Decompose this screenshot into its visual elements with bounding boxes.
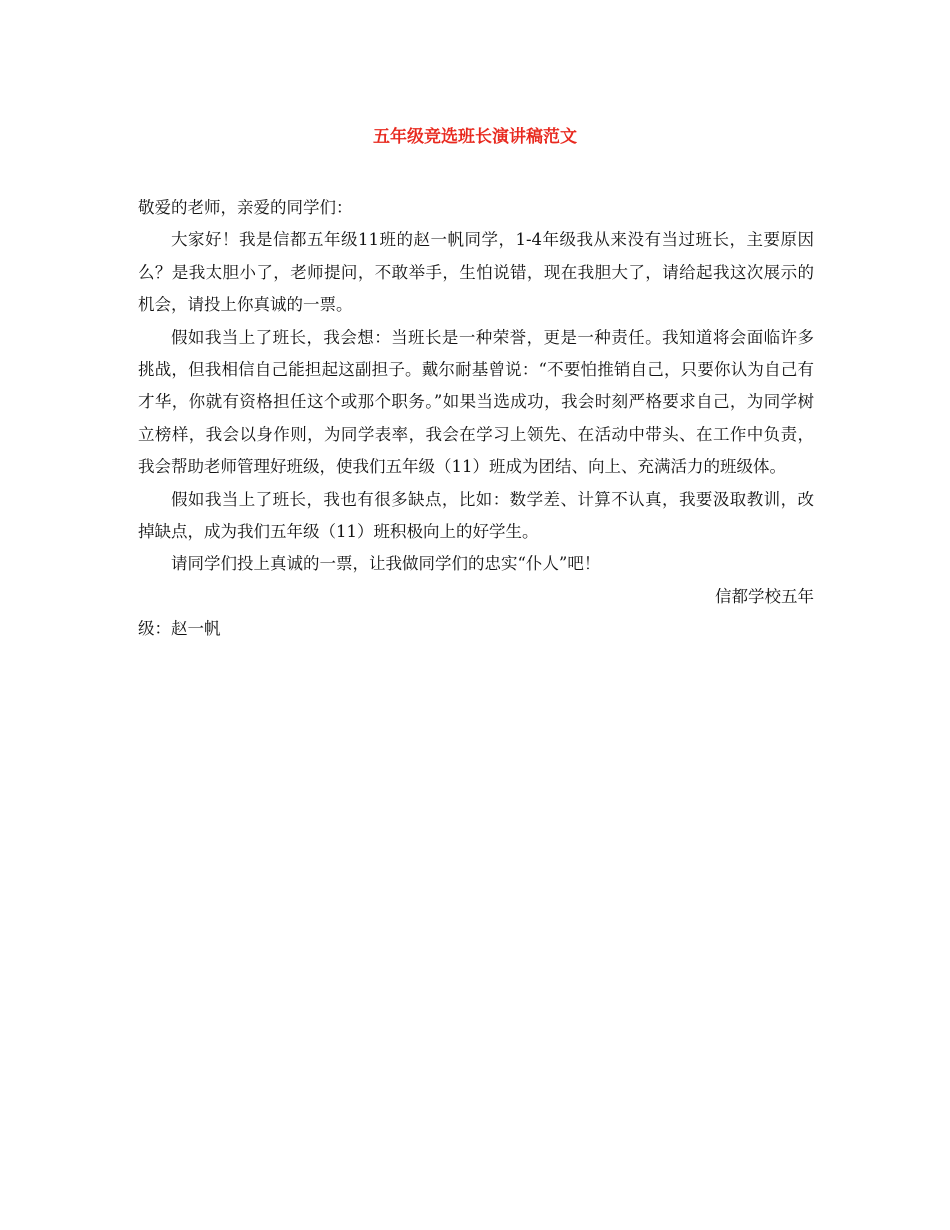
- document-body: [138, 192, 814, 646]
- salutation: 敬爱的老师，亲爱的同学们：: [138, 198, 353, 217]
- document-title: 五年级竞选班长演讲稿范文: [373, 127, 577, 147]
- paragraph-1: 大家好！我是信都五年级11班的赵一帆同学，1-4年级我从来没有当过班长，主要原因么？是我太胆小了，老师提问，不敢举手，生怕说错，现在我胆大了，请给起我这次展示的机会，请投上你真诚的一票。: [138, 230, 814, 315]
- signature-line-2: 级：赵一帆: [138, 619, 221, 639]
- paragraph-3: 假如我当上了班长，我也有很多缺点，比如：数学差、计算不认真，我要汲取教训，改掉缺点，成为我们五年级（11）班积极向上的好学生。: [138, 489, 814, 542]
- paragraph-4: 请同学们投上真诚的一票，让我做同学们的忠实“仆人”吧！: [171, 554, 601, 574]
- signature-line-1: 信都学校五年: [715, 586, 814, 606]
- paragraph-2: 假如我当上了班长，我会想：当班长是一种荣誉，更是一种责任。我知道将会面临许多挑战，但我相信自己能担起这副担子。戴尔耐基曾说：“不要怕推销自己，只要你认为自己有才华，你就有资格担任这个或那个职务。”如果当选成功，我会时刻严格要求自己，为同学树立榜样，我会以身作则，为同学表率，我会在学习上领先、在活动中带头、在工作中负责，我会帮助老师管理好班级，使我们五年级（11）班成为团结、向上、充满活力的班级体。: [138, 327, 814, 477]
